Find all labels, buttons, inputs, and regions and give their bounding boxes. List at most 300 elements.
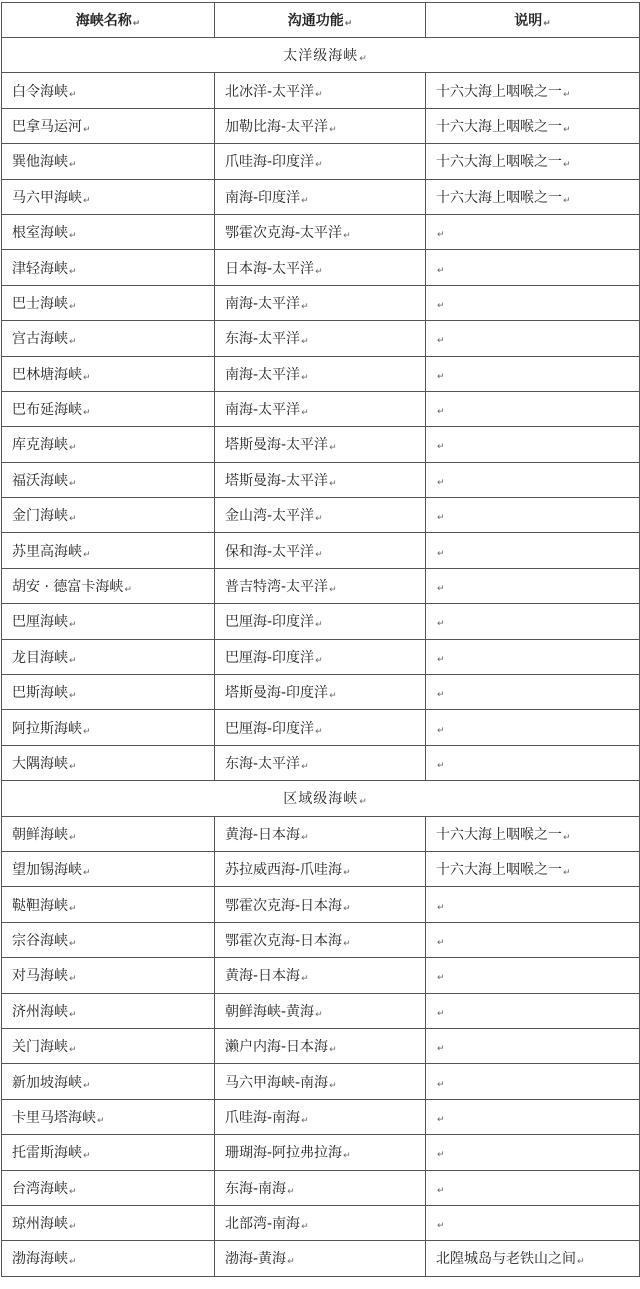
cell-note	[426, 356, 640, 391]
table-row	[2, 179, 640, 214]
cell-strait-name	[2, 604, 215, 639]
cell-note	[426, 214, 640, 249]
cell-strait-name	[2, 1028, 215, 1063]
cell-function-text: 渤海-黄海	[225, 1251, 287, 1268]
cell-note-text: 十六大海上咽喉之一	[436, 826, 562, 843]
table-row	[2, 1064, 640, 1099]
paragraph-mark: ↵	[287, 1186, 295, 1197]
cell-function	[215, 533, 426, 568]
cell-note	[426, 816, 640, 851]
cell-function	[215, 321, 426, 356]
cell-function	[215, 851, 426, 886]
table-row	[2, 639, 640, 674]
table-row	[2, 144, 640, 179]
paragraph-mark: ↵	[132, 19, 141, 29]
cell-function	[215, 993, 426, 1028]
paragraph-mark: ↵	[124, 585, 132, 596]
paragraph-mark: ↵	[577, 1257, 585, 1268]
table-row	[2, 604, 640, 639]
cell-function	[215, 1241, 426, 1276]
cell-note	[426, 993, 640, 1028]
paragraph-mark: ↵	[437, 265, 445, 276]
cell-note	[426, 745, 640, 780]
cell-note	[426, 250, 640, 285]
cell-function-text: 塔斯曼海-太平洋	[225, 472, 329, 489]
cell-function	[215, 356, 426, 391]
table-row	[2, 1028, 640, 1063]
paragraph-mark: ↵	[344, 19, 353, 29]
paragraph-mark: ↵	[437, 513, 445, 524]
paragraph-mark: ↵	[329, 1080, 337, 1091]
header-row	[2, 3, 640, 38]
table-row	[2, 922, 640, 957]
cell-function-text: 塔斯曼海-印度洋	[225, 685, 329, 702]
table-row	[2, 675, 640, 710]
cell-strait-name-text: 鞑靼海峡	[12, 897, 68, 914]
cell-note	[426, 887, 640, 922]
cell-note	[426, 285, 640, 320]
cell-function-text: 鄂霍次克海-日本海	[225, 897, 343, 914]
paragraph-mark: ↵	[343, 1151, 351, 1162]
cell-note	[426, 1099, 640, 1134]
paragraph-mark: ↵	[563, 89, 571, 100]
cell-function	[215, 391, 426, 426]
cell-function-text: 日本海-太平洋	[225, 260, 315, 277]
paragraph-mark: ↵	[83, 1080, 91, 1091]
cell-note	[426, 427, 640, 462]
table-row	[2, 427, 640, 462]
table-row	[2, 498, 640, 533]
cell-note	[426, 1028, 640, 1063]
cell-function-text: 南海-太平洋	[225, 402, 301, 419]
paragraph-mark: ↵	[315, 89, 323, 100]
cell-strait-name-text: 马六甲海峡	[12, 189, 82, 206]
paragraph-mark: ↵	[315, 514, 323, 525]
cell-function-text: 鄂霍次克海-日本海	[225, 932, 343, 949]
paragraph-mark: ↵	[359, 797, 368, 808]
cell-note	[426, 710, 640, 745]
paragraph-mark: ↵	[301, 195, 309, 206]
paragraph-mark: ↵	[543, 19, 551, 29]
paragraph-mark: ↵	[437, 725, 445, 736]
table-row	[2, 958, 640, 993]
cell-strait-name	[2, 745, 215, 780]
cell-strait-name-text: 库克海峡	[12, 437, 68, 454]
paragraph-mark: ↵	[437, 1221, 445, 1232]
cell-strait-name-text: 白令海峡	[12, 83, 68, 100]
cell-function-text: 黄海-日本海	[225, 968, 301, 985]
cell-note	[426, 498, 640, 533]
cell-function-text: 朝鲜海峡-黄海	[225, 1003, 315, 1020]
cell-function	[215, 498, 426, 533]
paragraph-mark: ↵	[83, 408, 91, 419]
cell-function-text: 珊瑚海-阿拉弗拉海	[225, 1145, 343, 1162]
cell-strait-name-text: 朝鲜海峡	[12, 826, 68, 843]
paragraph-mark: ↵	[329, 443, 337, 454]
cell-function	[215, 639, 426, 674]
section-header-row	[2, 38, 640, 73]
cell-note-text: 十六大海上咽喉之一	[436, 118, 562, 135]
paragraph-mark: ↵	[329, 478, 337, 489]
table-row	[2, 745, 640, 780]
cell-strait-name-text: 托雷斯海峡	[12, 1145, 82, 1162]
table-row	[2, 533, 640, 568]
section-title: 太洋级海峡	[283, 48, 359, 65]
paragraph-mark: ↵	[83, 726, 91, 737]
cell-function-text: 东海-太平洋	[225, 331, 301, 348]
cell-function-text: 马六甲海峡-南海	[225, 1074, 329, 1091]
cell-note	[426, 321, 640, 356]
cell-strait-name	[2, 568, 215, 603]
table-row	[2, 285, 640, 320]
paragraph-mark: ↵	[315, 160, 323, 171]
cell-function	[215, 922, 426, 957]
cell-note	[426, 604, 640, 639]
table-row	[2, 108, 640, 143]
paragraph-mark: ↵	[69, 337, 77, 348]
paragraph-mark: ↵	[437, 548, 445, 559]
cell-strait-name	[2, 321, 215, 356]
paragraph-mark: ↵	[69, 903, 77, 914]
cell-note	[426, 1241, 640, 1276]
cell-function	[215, 816, 426, 851]
cell-strait-name-text: 金门海峡	[12, 508, 68, 525]
paragraph-mark: ↵	[69, 762, 77, 772]
cell-strait-name	[2, 427, 215, 462]
cell-strait-name-text: 大隅海峡	[12, 756, 68, 772]
cell-function	[215, 1170, 426, 1205]
paragraph-mark: ↵	[437, 1044, 445, 1055]
paragraph-mark: ↵	[301, 337, 309, 348]
cell-strait-name-text: 巴林塘海峡	[12, 366, 82, 383]
paragraph-mark: ↵	[69, 1186, 77, 1197]
cell-function	[215, 462, 426, 497]
cell-function-text: 普吉特湾-太平洋	[225, 579, 329, 596]
cell-strait-name-text: 福沃海峡	[12, 472, 68, 489]
cell-strait-name	[2, 1135, 215, 1170]
cell-strait-name-text: 巴拿马运河	[12, 118, 82, 135]
cell-strait-name	[2, 887, 215, 922]
cell-function	[215, 1099, 426, 1134]
table-row	[2, 710, 640, 745]
cell-function-text: 爪哇海-印度洋	[225, 154, 315, 171]
cell-strait-name-text: 宫古海峡	[12, 331, 68, 348]
paragraph-mark: ↵	[69, 89, 77, 100]
cell-strait-name-text: 巴斯海峡	[12, 685, 68, 702]
cell-strait-name	[2, 922, 215, 957]
cell-function	[215, 250, 426, 285]
paragraph-mark: ↵	[69, 301, 77, 312]
cell-note	[426, 958, 640, 993]
paragraph-mark: ↵	[69, 620, 77, 631]
paragraph-mark: ↵	[301, 762, 309, 772]
cell-strait-name	[2, 462, 215, 497]
cell-strait-name-text: 苏里高海峡	[12, 543, 82, 560]
document-page	[1, 2, 639, 1277]
paragraph-mark: ↵	[69, 1222, 77, 1233]
paragraph-mark: ↵	[69, 1009, 77, 1020]
table-row	[2, 1241, 640, 1276]
cell-strait-name	[2, 1170, 215, 1205]
paragraph-mark: ↵	[301, 832, 309, 843]
cell-strait-name	[2, 958, 215, 993]
cell-strait-name	[2, 285, 215, 320]
cell-strait-name-text: 关门海峡	[12, 1039, 68, 1056]
paragraph-mark: ↵	[315, 1009, 323, 1020]
paragraph-mark: ↵	[437, 442, 445, 453]
paragraph-mark: ↵	[69, 231, 77, 242]
paragraph-mark: ↵	[329, 1045, 337, 1056]
table-row	[2, 1099, 640, 1134]
paragraph-mark: ↵	[301, 301, 309, 312]
table-row	[2, 250, 640, 285]
cell-strait-name-text: 新加坡海峡	[12, 1074, 82, 1091]
cell-function	[215, 745, 426, 780]
cell-strait-name-text: 对马海峡	[12, 968, 68, 985]
paragraph-mark: ↵	[437, 584, 445, 595]
paragraph-mark: ↵	[437, 230, 445, 241]
paragraph-mark: ↵	[83, 1151, 91, 1162]
cell-function-text: 北部湾-南海	[225, 1216, 301, 1233]
paragraph-mark: ↵	[83, 549, 91, 560]
cell-strait-name-text: 巽他海峡	[12, 154, 68, 171]
table-row	[2, 73, 640, 108]
paragraph-mark: ↵	[83, 195, 91, 206]
paragraph-mark: ↵	[69, 266, 77, 277]
cell-function-text: 苏拉威西海-爪哇海	[225, 862, 343, 879]
paragraph-mark: ↵	[83, 372, 91, 383]
paragraph-mark: ↵	[301, 408, 309, 419]
section-title-cell	[2, 781, 640, 816]
paragraph-mark: ↵	[315, 549, 323, 560]
cell-strait-name	[2, 1064, 215, 1099]
paragraph-mark: ↵	[287, 1257, 295, 1268]
cell-function	[215, 887, 426, 922]
paragraph-mark: ↵	[83, 868, 91, 879]
cell-function-text: 金山湾-太平洋	[225, 508, 315, 525]
cell-strait-name-text: 龙目海峡	[12, 649, 68, 666]
table-row	[2, 851, 640, 886]
cell-strait-name-text: 胡安 · 德富卡海峡	[12, 579, 124, 596]
cell-function	[215, 214, 426, 249]
paragraph-mark: ↵	[563, 124, 571, 135]
cell-strait-name	[2, 144, 215, 179]
cell-function-text: 巴厘海-印度洋	[225, 649, 315, 666]
cell-note-text: 北隍城岛与老铁山之间	[436, 1251, 576, 1268]
cell-function-text: 东海-太平洋	[225, 756, 301, 772]
paragraph-mark: ↵	[69, 160, 77, 171]
cell-function-text: 塔斯曼海-太平洋	[225, 437, 329, 454]
paragraph-mark: ↵	[69, 974, 77, 985]
cell-strait-name	[2, 1241, 215, 1276]
cell-strait-name	[2, 851, 215, 886]
paragraph-mark: ↵	[437, 1079, 445, 1090]
cell-strait-name-text: 望加锡海峡	[12, 862, 82, 879]
paragraph-mark: ↵	[301, 1222, 309, 1233]
header-function: 沟通功能↵	[215, 3, 426, 38]
cell-strait-name	[2, 639, 215, 674]
cell-strait-name	[2, 710, 215, 745]
cell-function-text: 南海-印度洋	[225, 189, 301, 206]
cell-function-text: 加勒比海-太平洋	[225, 118, 329, 135]
paragraph-mark: ↵	[437, 1150, 445, 1161]
cell-note	[426, 73, 640, 108]
cell-note	[426, 1064, 640, 1099]
table-row	[2, 816, 640, 851]
paragraph-mark: ↵	[437, 902, 445, 913]
cell-function	[215, 958, 426, 993]
straits-table	[1, 2, 640, 1277]
paragraph-mark: ↵	[329, 124, 337, 135]
cell-function-text: 巴厘海-印度洋	[225, 720, 315, 737]
cell-strait-name-text: 卡里马塔海峡	[12, 1109, 96, 1126]
paragraph-mark: ↵	[301, 974, 309, 985]
paragraph-mark: ↵	[343, 938, 351, 949]
cell-function	[215, 144, 426, 179]
paragraph-mark: ↵	[329, 585, 337, 596]
cell-note-text: 十六大海上咽喉之一	[436, 189, 562, 206]
table-row	[2, 391, 640, 426]
paragraph-mark: ↵	[563, 868, 571, 879]
paragraph-mark: ↵	[69, 478, 77, 489]
cell-strait-name-text: 根室海峡	[12, 225, 68, 242]
cell-function	[215, 108, 426, 143]
paragraph-mark: ↵	[359, 54, 368, 65]
cell-note	[426, 922, 640, 957]
paragraph-mark: ↵	[563, 160, 571, 171]
paragraph-mark: ↵	[69, 655, 77, 666]
cell-note	[426, 179, 640, 214]
paragraph-mark: ↵	[437, 761, 445, 771]
cell-note	[426, 391, 640, 426]
paragraph-mark: ↵	[69, 938, 77, 949]
paragraph-mark: ↵	[343, 868, 351, 879]
cell-strait-name	[2, 816, 215, 851]
paragraph-mark: ↵	[69, 514, 77, 525]
cell-function-text: 北冰洋-太平洋	[225, 83, 315, 100]
cell-note	[426, 533, 640, 568]
paragraph-mark: ↵	[69, 691, 77, 702]
paragraph-mark: ↵	[437, 973, 445, 984]
cell-function-text: 濑户内海-日本海	[225, 1039, 329, 1056]
cell-function	[215, 427, 426, 462]
paragraph-mark: ↵	[437, 371, 445, 382]
cell-strait-name-text: 津轻海峡	[12, 260, 68, 277]
paragraph-mark: ↵	[437, 477, 445, 488]
cell-strait-name-text: 宗谷海峡	[12, 932, 68, 949]
cell-note	[426, 108, 640, 143]
paragraph-mark: ↵	[437, 407, 445, 418]
table-row	[2, 1170, 640, 1205]
paragraph-mark: ↵	[437, 336, 445, 347]
cell-strait-name	[2, 993, 215, 1028]
section-title: 区域级海峡	[283, 791, 359, 808]
cell-strait-name-text: 渤海海峡	[12, 1251, 68, 1268]
table-row	[2, 1135, 640, 1170]
paragraph-mark: ↵	[83, 124, 91, 135]
paragraph-mark: ↵	[437, 690, 445, 701]
paragraph-mark: ↵	[315, 620, 323, 631]
section-header-row	[2, 781, 640, 816]
paragraph-mark: ↵	[437, 654, 445, 665]
paragraph-mark: ↵	[437, 1114, 445, 1125]
cell-function-text: 南海-太平洋	[225, 366, 301, 383]
header-note: 说明↵	[426, 3, 640, 38]
table-row	[2, 356, 640, 391]
cell-strait-name	[2, 108, 215, 143]
cell-strait-name	[2, 498, 215, 533]
cell-function-text: 黄海-日本海	[225, 826, 301, 843]
table-row	[2, 568, 640, 603]
cell-strait-name-text: 济州海峡	[12, 1003, 68, 1020]
cell-strait-name	[2, 1099, 215, 1134]
cell-function-text: 东海-南海	[225, 1180, 287, 1197]
cell-function	[215, 604, 426, 639]
table-row	[2, 462, 640, 497]
cell-function	[215, 285, 426, 320]
paragraph-mark: ↵	[97, 1115, 105, 1126]
paragraph-mark: ↵	[437, 300, 445, 311]
table-body	[2, 38, 640, 1277]
cell-function-text: 爪哇海-南海	[225, 1109, 301, 1126]
table-row	[2, 321, 640, 356]
table-row	[2, 993, 640, 1028]
cell-function	[215, 675, 426, 710]
paragraph-mark: ↵	[301, 1115, 309, 1126]
cell-strait-name	[2, 356, 215, 391]
cell-strait-name-text: 巴士海峡	[12, 295, 68, 312]
cell-function	[215, 1205, 426, 1240]
paragraph-mark: ↵	[69, 1257, 77, 1268]
paragraph-mark: ↵	[437, 1185, 445, 1196]
cell-note-text: 十六大海上咽喉之一	[436, 862, 562, 879]
cell-function	[215, 1028, 426, 1063]
cell-strait-name	[2, 250, 215, 285]
cell-function	[215, 1135, 426, 1170]
section-title-cell	[2, 38, 640, 73]
cell-note-text: 十六大海上咽喉之一	[436, 154, 562, 171]
paragraph-mark: ↵	[563, 832, 571, 843]
paragraph-mark: ↵	[563, 195, 571, 206]
cell-strait-name	[2, 1205, 215, 1240]
cell-function	[215, 1064, 426, 1099]
cell-note	[426, 1205, 640, 1240]
cell-note	[426, 144, 640, 179]
cell-strait-name	[2, 533, 215, 568]
cell-strait-name	[2, 214, 215, 249]
paragraph-mark: ↵	[315, 655, 323, 666]
paragraph-mark: ↵	[329, 691, 337, 702]
table-row	[2, 887, 640, 922]
table-row	[2, 214, 640, 249]
header-strait-name: 海峡名称↵	[2, 3, 215, 38]
paragraph-mark: ↵	[437, 1008, 445, 1019]
cell-note	[426, 462, 640, 497]
cell-function	[215, 568, 426, 603]
cell-strait-name	[2, 73, 215, 108]
cell-note	[426, 851, 640, 886]
cell-strait-name-text: 琼州海峡	[12, 1216, 68, 1233]
paragraph-mark: ↵	[69, 832, 77, 843]
cell-function-text: 保和海-太平洋	[225, 543, 315, 560]
paragraph-mark: ↵	[315, 266, 323, 277]
cell-strait-name-text: 巴厘海峡	[12, 614, 68, 631]
cell-note	[426, 675, 640, 710]
cell-strait-name	[2, 391, 215, 426]
paragraph-mark: ↵	[69, 443, 77, 454]
paragraph-mark: ↵	[69, 1045, 77, 1056]
cell-function-text: 巴厘海-印度洋	[225, 614, 315, 631]
